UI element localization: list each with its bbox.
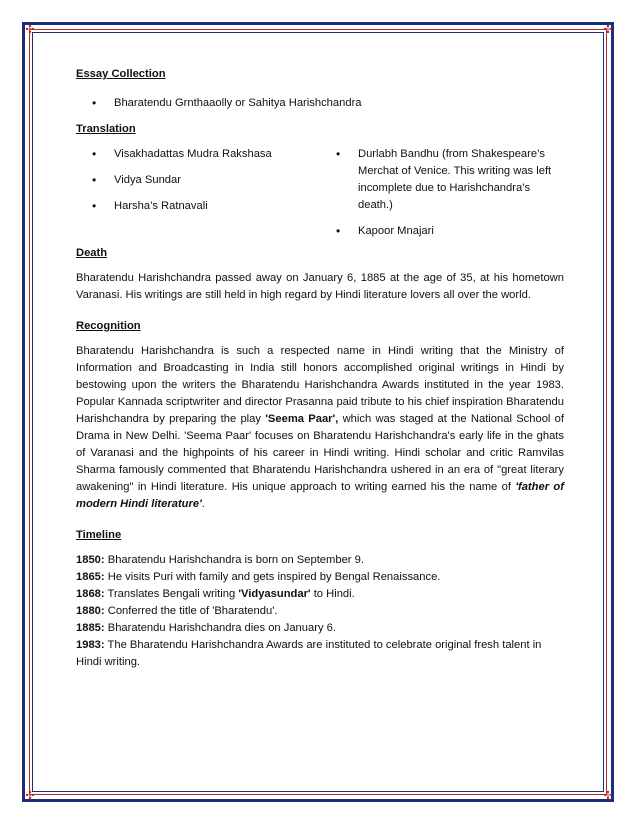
list-item: • Bharatendu Grnthaaolly or Sahitya Harishchandra: [76, 95, 564, 112]
timeline-entry: 1983: The Bharatendu Harishchandra Awards are instituted to celebrate original fresh talent in Hindi writing.: [76, 639, 542, 668]
timeline-entry: 1885: Bharatendu Harishchandra dies on January 6.: [76, 622, 336, 634]
death-heading: Death: [76, 247, 108, 259]
death-paragraph: Bharatendu Harishchandra passed away on January 6, 1885 at the age of 35, at his hometown Varanasi. His writings are still held in high regard by Hindi literature lovers all over the world.: [76, 272, 564, 301]
timeline-heading: Timeline: [76, 529, 122, 541]
timeline-entry: 1865: He visits Puri with family and gets inspired by Bengal Renaissance.: [76, 571, 441, 583]
recognition-heading: Recognition: [76, 320, 141, 332]
list-item: • Harsha’s Ratnavali: [76, 198, 320, 215]
list-item: • Visakhadattas Mudra Rakshasa: [76, 146, 320, 163]
timeline-list: [76, 552, 564, 671]
recognition-paragraph: Bharatendu Harishchandra is such a respected name in Hindi writing that the Ministry of Information and Broadcasting in India still honors accomplished original writings in Hindi by bestowing upon the writers the Bharatendu Harishchandra Awards instituted in the year 1983. Popular Kannada scriptwriter and director Prasanna paid tribute to his chief inspiration Bharatendu Harishchandra by preparing the play 'Seema Paar', which was staged at the National School of Drama in New Delhi. 'Seema Paar' focuses on Bharatendu Harishchandra's early life in the ghats of Varanasi and the highpoints of his career in Hindi writing. Hindi scholar and critic Ramvilas Sharma famously commented that Bharatendu Harishchandra ushered in an era of "great literary awakening" in Hindi literature. His unique approach to writing earned his the name of 'father of modern Hindi literature'.: [76, 345, 565, 510]
translation-list-left: [76, 146, 320, 249]
timeline-entry: 1880: Conferred the title of 'Bharatendu'.: [76, 605, 278, 617]
essay-list: [76, 95, 564, 112]
translation-heading: Translation: [76, 123, 136, 135]
corner-ornament-icon: ✣: [25, 24, 35, 36]
list-item: • Durlabh Bandhu (from Shakespeare’s Merchat of Venice. This writing was left incomplete due to Harishchandra’s death.): [320, 146, 564, 214]
timeline-entry: 1850: Bharatendu Harishchandra is born on September 9.: [76, 554, 364, 566]
list-item: • Vidya Sundar: [76, 172, 320, 189]
timeline-entry: 1868: Translates Bengali writing 'Vidyasundar' to Hindi.: [76, 588, 355, 600]
document-body: [76, 66, 564, 671]
essay-heading: Essay Collection: [76, 68, 166, 80]
corner-ornament-icon: ✣: [603, 790, 613, 802]
translation-columns: [76, 146, 564, 255]
corner-ornament-icon: ✣: [603, 24, 613, 36]
list-item: • Kapoor Mnajari: [320, 223, 564, 240]
corner-ornament-icon: ✣: [25, 790, 35, 802]
translation-list-right: [320, 146, 564, 249]
